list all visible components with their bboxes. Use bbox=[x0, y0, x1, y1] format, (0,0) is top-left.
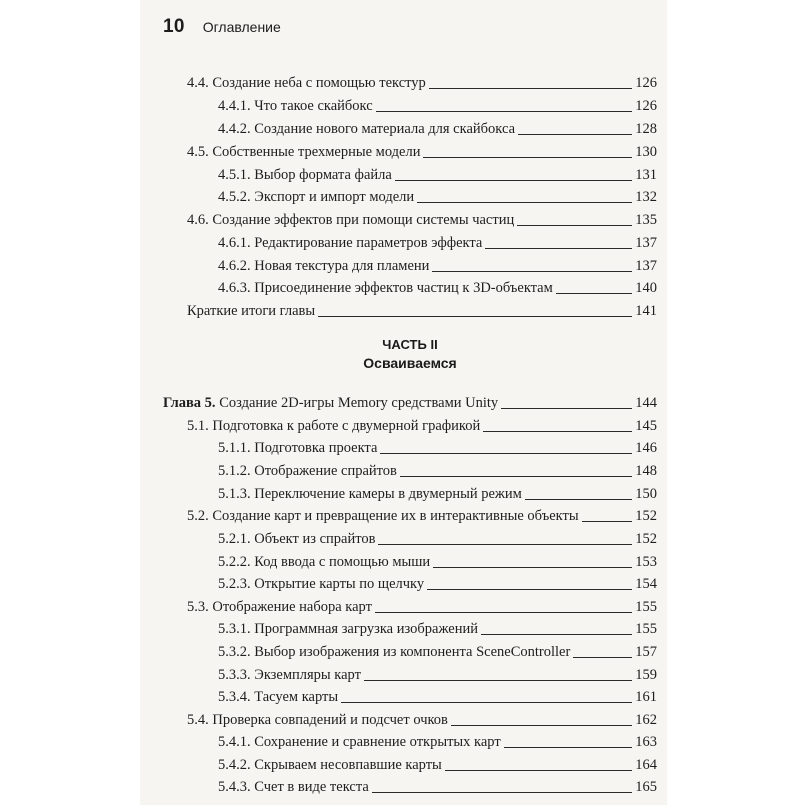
leader-line bbox=[573, 657, 632, 658]
entry-title: 5.1.3. Переключение камеры в двумерный режим bbox=[218, 486, 522, 502]
toc-entry-4-6-1[interactable] bbox=[218, 232, 657, 252]
toc-entry-5-1-2[interactable] bbox=[218, 460, 657, 480]
entry-title: 4.5.1. Выбор формата файла bbox=[218, 167, 392, 183]
entry-title: 5.3. Отображение набора карт bbox=[187, 599, 372, 615]
entry-title: 5.3.1. Программная загрузка изображений bbox=[218, 621, 478, 637]
leader-line bbox=[318, 316, 632, 317]
entry-page: 130 bbox=[635, 144, 657, 160]
toc-entry-5-3-1[interactable] bbox=[218, 618, 657, 638]
toc-entry-5-3[interactable] bbox=[187, 596, 657, 616]
entry-page: 165 bbox=[635, 779, 657, 795]
chapter-title: Создание 2D-игры Memory средствами Unity bbox=[219, 395, 499, 411]
leader-line bbox=[485, 248, 632, 249]
leader-line bbox=[451, 725, 632, 726]
entry-page: 144 bbox=[635, 395, 657, 411]
entry-page: 153 bbox=[635, 554, 657, 570]
entry-page: 163 bbox=[635, 734, 657, 750]
toc-entry-5-3-2[interactable] bbox=[218, 641, 657, 661]
toc-entry-5-3-4[interactable] bbox=[218, 686, 657, 706]
entry-title: 4.5. Собственные трехмерные модели bbox=[187, 144, 421, 160]
toc-entry-5-1[interactable] bbox=[187, 415, 657, 435]
leader-line bbox=[582, 521, 633, 522]
leader-line bbox=[364, 680, 632, 681]
entry-page: 155 bbox=[635, 599, 657, 615]
entry-page: 154 bbox=[635, 576, 657, 592]
entry-title: 5.1.1. Подготовка проекта bbox=[218, 440, 378, 456]
leader-line bbox=[429, 88, 632, 89]
leader-line bbox=[481, 634, 632, 635]
entry-title: 5.3.3. Экземпляры карт bbox=[218, 667, 361, 683]
toc-entry-5-2-1[interactable] bbox=[218, 528, 657, 548]
entry-title: 5.3.2. Выбор изображения из компонента SceneController bbox=[218, 644, 571, 660]
entry-title: 5.3.4. Тасуем карты bbox=[218, 689, 339, 705]
entry-title: 5.2.1. Объект из спрайтов bbox=[218, 531, 376, 547]
running-title: Оглавление bbox=[202, 19, 281, 35]
part-title: Осваиваемся bbox=[363, 355, 457, 371]
toc-entry-4-5-1[interactable] bbox=[218, 164, 657, 184]
toc-entry-summary[interactable] bbox=[187, 300, 657, 320]
toc-entry-5-2-2[interactable] bbox=[218, 551, 657, 571]
entry-title: 5.4.3. Счет в виде текста bbox=[218, 779, 369, 795]
toc-entry-4-6[interactable] bbox=[187, 209, 657, 229]
leader-line bbox=[518, 134, 632, 135]
toc-entry-5-4-3[interactable] bbox=[218, 776, 657, 796]
entry-page: 161 bbox=[635, 689, 657, 705]
entry-page: 150 bbox=[635, 486, 657, 502]
entry-title: 5.4. Проверка совпадений и подсчет очков bbox=[187, 712, 448, 728]
leader-line bbox=[395, 180, 632, 181]
entry-title: Краткие итоги главы bbox=[187, 303, 316, 319]
part-label: ЧАСТЬ II bbox=[382, 337, 438, 352]
entry-title: 5.2. Создание карт и превращение их в интерактивные объекты bbox=[187, 508, 579, 524]
entry-title: 4.6.3. Присоединение эффектов частиц к 3D-объектам bbox=[218, 280, 553, 296]
toc-entry-4-4-1[interactable] bbox=[218, 95, 657, 115]
entry-page: 152 bbox=[635, 508, 657, 524]
leader-line bbox=[427, 589, 632, 590]
entry-title: 4.6.1. Редактирование параметров эффекта bbox=[218, 235, 483, 251]
leader-line bbox=[556, 293, 632, 294]
toc-entry-5-4-1[interactable] bbox=[218, 731, 657, 751]
entry-title: 5.1.2. Отображение спрайтов bbox=[218, 463, 397, 479]
entry-page: 140 bbox=[635, 280, 657, 296]
entry-title bbox=[163, 395, 498, 412]
page-number: 10 bbox=[163, 16, 185, 37]
toc-entry-4-5-2[interactable] bbox=[218, 186, 657, 206]
entry-title: 5.4.1. Сохранение и сравнение открытых карт bbox=[218, 734, 501, 750]
entry-page: 126 bbox=[635, 98, 657, 114]
entry-page: 155 bbox=[635, 621, 657, 637]
entry-page: 131 bbox=[635, 167, 657, 183]
leader-line bbox=[517, 225, 632, 226]
running-head bbox=[163, 16, 281, 42]
leader-line bbox=[400, 476, 632, 477]
entry-page: 146 bbox=[635, 440, 657, 456]
leader-line bbox=[501, 408, 632, 409]
toc-entry-5-1-3[interactable] bbox=[218, 483, 657, 503]
entry-page: 152 bbox=[635, 531, 657, 547]
toc-entry-4-6-3[interactable] bbox=[218, 277, 657, 297]
entry-page: 137 bbox=[635, 258, 657, 274]
entry-page: 128 bbox=[635, 121, 657, 137]
entry-title: 5.2.2. Код ввода с помощью мыши bbox=[218, 554, 431, 570]
entry-page: 159 bbox=[635, 667, 657, 683]
leader-line bbox=[380, 453, 632, 454]
entry-page: 162 bbox=[635, 712, 657, 728]
leader-line bbox=[375, 612, 632, 613]
toc-entry-chapter-5[interactable] bbox=[163, 392, 657, 412]
leader-line bbox=[483, 431, 632, 432]
entry-page: 141 bbox=[635, 303, 657, 319]
entry-title: 5.4.2. Скрываем несовпавшие карты bbox=[218, 757, 442, 773]
entry-title: 4.4. Создание неба с помощью текстур bbox=[187, 75, 426, 91]
entry-page: 135 bbox=[635, 212, 657, 228]
leader-line bbox=[417, 202, 632, 203]
entry-title: 5.1. Подготовка к работе с двумерной графикой bbox=[187, 418, 481, 434]
entry-page: 164 bbox=[635, 757, 657, 773]
entry-page: 137 bbox=[635, 235, 657, 251]
leader-line bbox=[372, 792, 632, 793]
entry-page: 148 bbox=[635, 463, 657, 479]
entry-title: 4.5.2. Экспорт и импорт модели bbox=[218, 189, 415, 205]
toc-entry-4-4[interactable] bbox=[187, 72, 657, 92]
entry-title: 4.6. Создание эффектов при помощи системы частиц bbox=[187, 212, 515, 228]
toc-entry-5-2[interactable] bbox=[187, 505, 657, 525]
entry-page: 132 bbox=[635, 189, 657, 205]
leader-line bbox=[423, 157, 632, 158]
toc-entry-5-3-3[interactable] bbox=[218, 664, 657, 684]
entry-title: 5.2.3. Открытие карты по щелчку bbox=[218, 576, 425, 592]
toc-entry-4-5[interactable] bbox=[187, 141, 657, 161]
toc-entry-4-4-2[interactable] bbox=[218, 118, 657, 138]
entry-page: 145 bbox=[635, 418, 657, 434]
entry-title: 4.4.1. Что такое скайбокс bbox=[218, 98, 373, 114]
leader-line bbox=[504, 747, 633, 748]
entry-title: 4.6.2. Новая текстура для пламени bbox=[218, 258, 430, 274]
toc-entry-4-6-2[interactable] bbox=[218, 255, 657, 275]
toc-entry-5-4-2[interactable] bbox=[218, 754, 657, 774]
leader-line bbox=[341, 702, 632, 703]
entry-page: 157 bbox=[635, 644, 657, 660]
chapter-label: Глава 5. bbox=[163, 395, 216, 411]
entry-page: 126 bbox=[635, 75, 657, 91]
leader-line bbox=[432, 271, 632, 272]
toc-entry-5-1-1[interactable] bbox=[218, 437, 657, 457]
leader-line bbox=[525, 499, 632, 500]
leader-line bbox=[433, 567, 632, 568]
entry-title: 4.4.2. Создание нового материала для скайбокса bbox=[218, 121, 516, 137]
toc-entry-5-4[interactable] bbox=[187, 709, 657, 729]
leader-line bbox=[445, 770, 632, 771]
leader-line bbox=[378, 544, 632, 545]
toc-entry-5-2-3[interactable] bbox=[218, 573, 657, 593]
leader-line bbox=[376, 111, 633, 112]
